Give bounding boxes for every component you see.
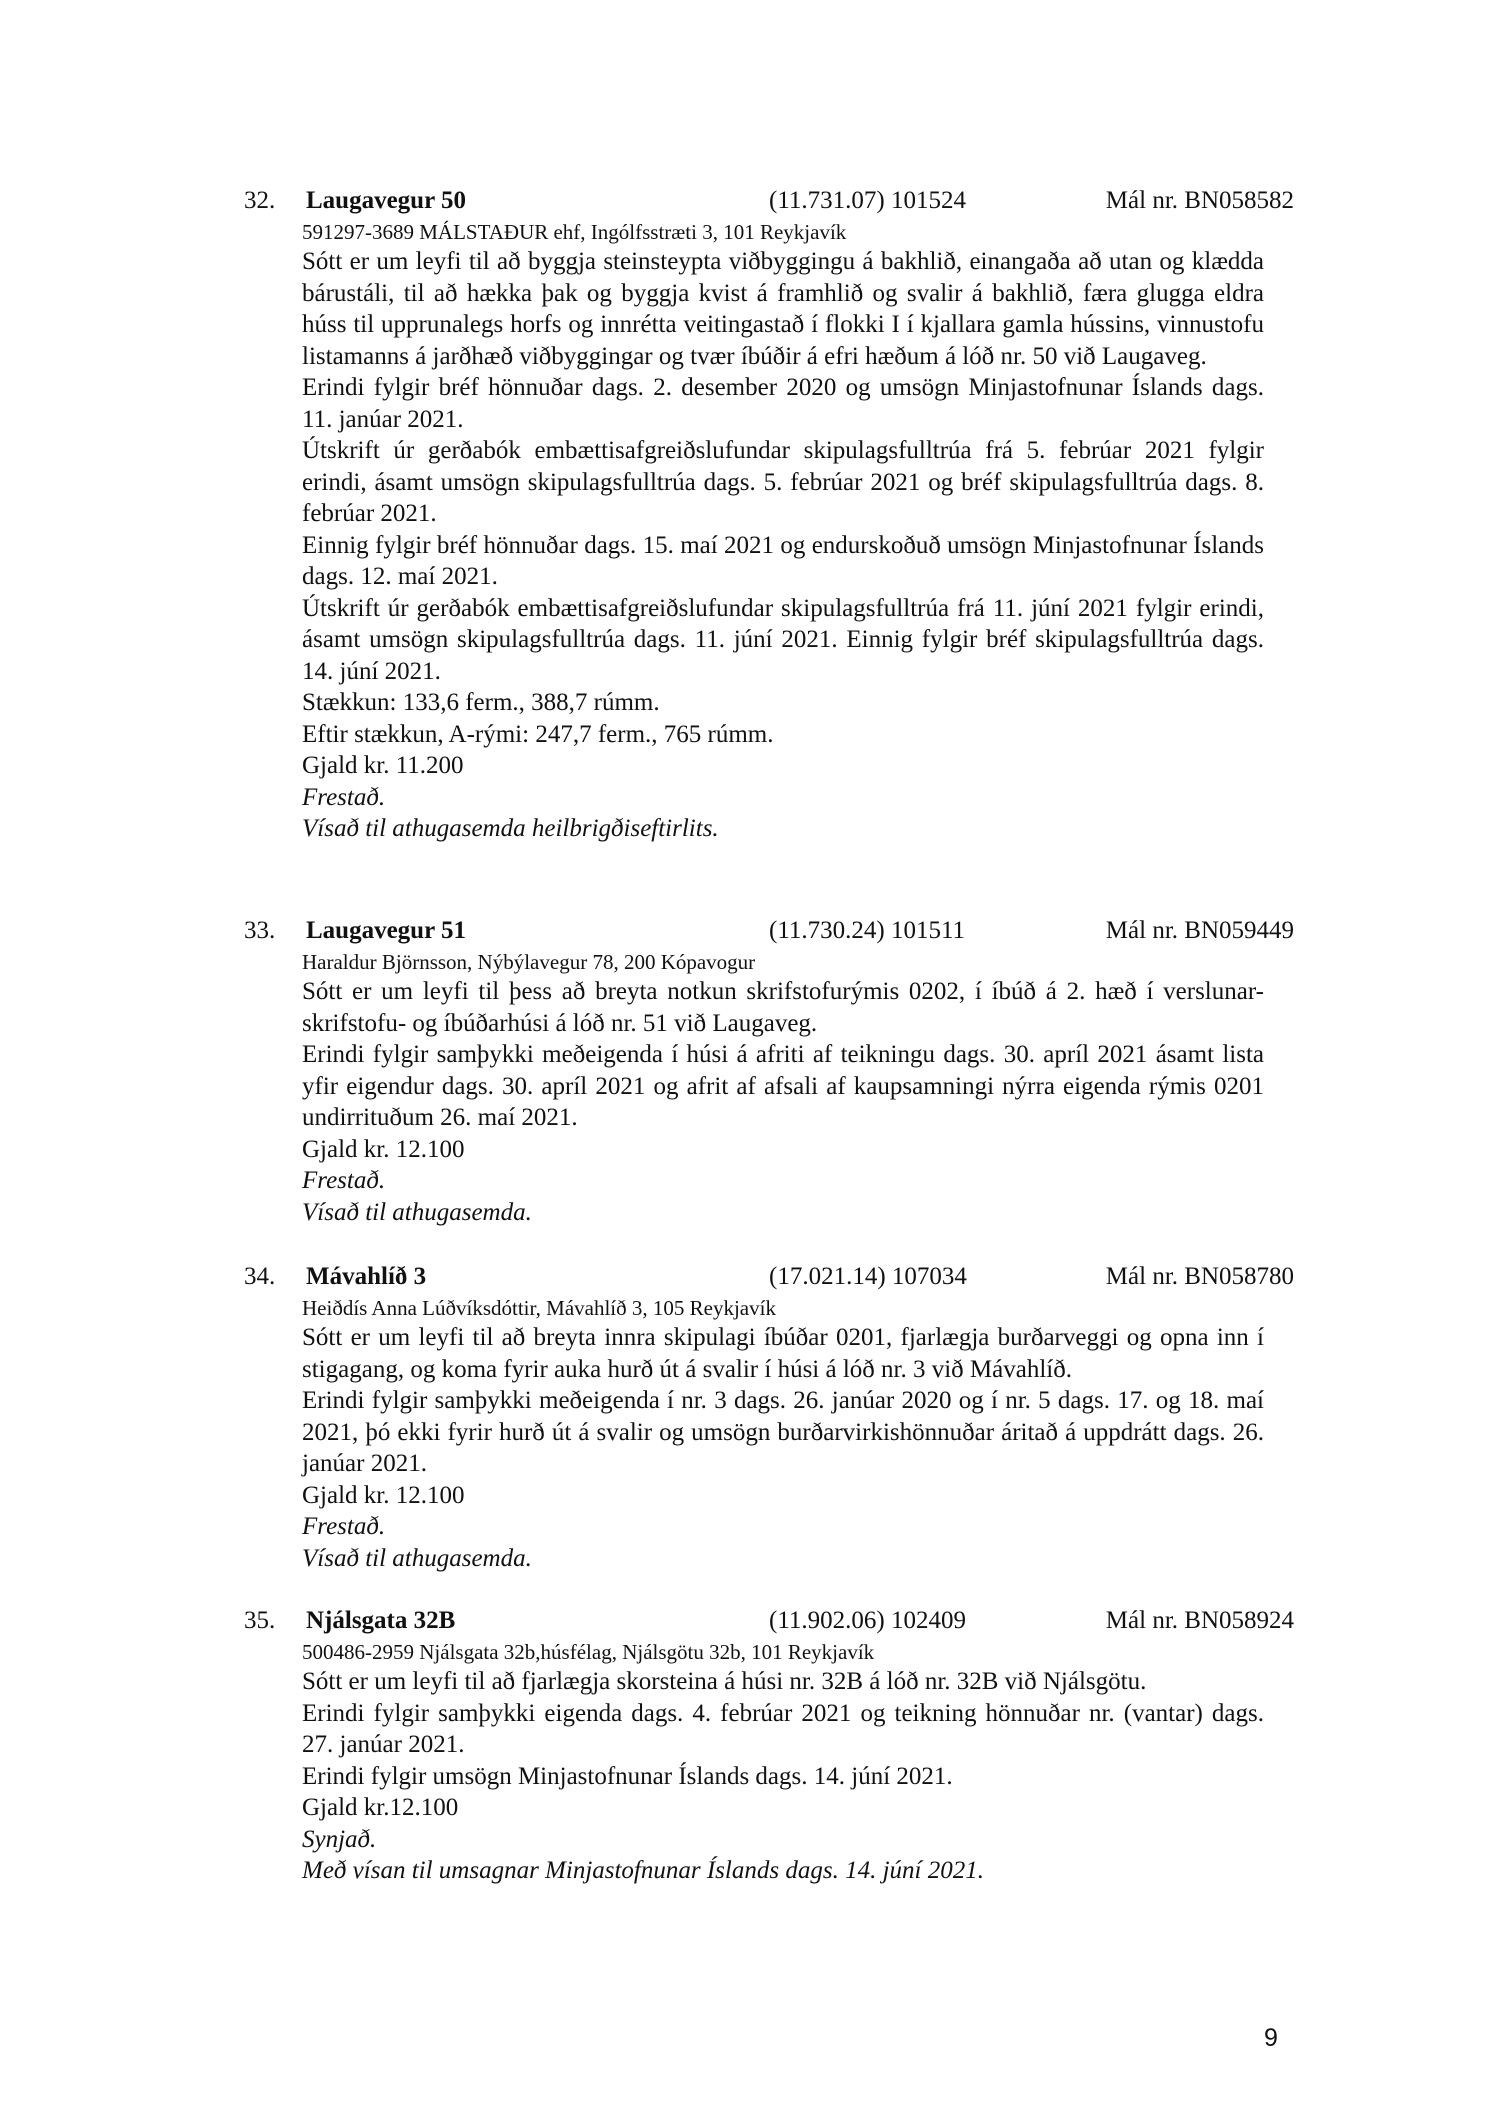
case-id: Mál nr. BN058780 bbox=[1105, 1263, 1294, 1290]
paragraph: Erindi fylgir samþykki meðeigenda í húsi á afriti af teikningu dags. 30. apríl 2021 ásamt lista yfir eigendur dags. 30. apríl 2021 og afrit af afsali af kaupsamningi nýrra eigenda rýmis 0201 undirrituðum 26. maí 2021. bbox=[302, 1041, 1264, 1131]
case-id: Mál nr. BN058582 bbox=[1105, 187, 1294, 214]
case-body bbox=[302, 218, 1264, 845]
decision-note: Vísað til athugasemda. bbox=[302, 1198, 532, 1226]
case-header bbox=[244, 1604, 1294, 1638]
case-reference: (11.902.06) 102409 bbox=[769, 1607, 966, 1634]
after-enlargement-line: Eftir stækkun, A-rými: 247,7 ferm., 765 rúmm. bbox=[302, 720, 774, 748]
case-number: 33. bbox=[244, 917, 276, 944]
case-address: Mávahlíð 3 bbox=[306, 1263, 427, 1290]
case-body bbox=[302, 1638, 1264, 1887]
case-reference: (11.731.07) 101524 bbox=[769, 187, 966, 214]
applicant: Heiðdís Anna Lúðvíksdóttir, Mávahlíð 3, 105 Reykjavík bbox=[302, 1296, 776, 1320]
case-address: Laugavegur 50 bbox=[306, 187, 466, 214]
page-number: 9 bbox=[1264, 2024, 1278, 2052]
applicant: Haraldur Björnsson, Nýbýlavegur 78, 200 Kópavogur bbox=[302, 950, 756, 974]
fee-line: Gjald kr.12.100 bbox=[302, 1794, 459, 1821]
paragraph: Sótt er um leyfi til að fjarlægja skorsteina á húsi nr. 32B á lóð nr. 32B við Njálsgötu. bbox=[302, 1668, 1147, 1695]
case-number: 34. bbox=[244, 1263, 276, 1290]
case-number: 35. bbox=[244, 1607, 276, 1634]
paragraph: Sótt er um leyfi til að byggja steinsteypta viðbyggingu á bakhlið, einangaða að utan og klædda bárustáli, til að hækka þak og byggja kvist á framhlið og svalir á bakhlið, færa glugga eldra húss til upprunalegs horfs og innrétta veitingastað í flokki I í kjallara gamla hússins, vinnustofu listamanns á jarðhæð viðbyggingar og tvær íbúðir á efri hæðum á lóð nr. 50 við Laugaveg. bbox=[302, 248, 1264, 370]
paragraph: Útskrift úr gerðabók embættisafgreiðslufundar skipulagsfulltrúa frá 5. febrúar 2021 fylgir erindi, ásamt umsögn skipulagsfulltrúa dags. 5. febrúar 2021 og bréf skipulagsfulltrúa dags. 8. febrúar 2021. bbox=[302, 437, 1264, 527]
decision: Frestað. bbox=[302, 1513, 386, 1540]
decision: Frestað. bbox=[302, 783, 386, 811]
case-body bbox=[302, 1294, 1264, 1574]
enlargement-line: Stækkun: 133,6 ferm., 388,7 rúmm. bbox=[302, 689, 660, 716]
decision-note: Vísað til athugasemda heilbrigðiseftirlits. bbox=[302, 815, 719, 842]
case-32 bbox=[244, 184, 1294, 845]
case-address: Njálsgata 32B bbox=[306, 1607, 456, 1634]
decision: Synjað. bbox=[302, 1825, 377, 1853]
decision: Frestað. bbox=[302, 1167, 386, 1194]
case-id: Mál nr. BN058924 bbox=[1105, 1607, 1294, 1634]
paragraph: Erindi fylgir bréf hönnuðar dags. 2. desember 2020 og umsögn Minjastofnunar Íslands dags. 11. janúar 2021. bbox=[302, 374, 1264, 433]
fee-line: Gjald kr. 11.200 bbox=[302, 752, 464, 779]
paragraph: Erindi fylgir samþykki eigenda dags. 4. febrúar 2021 og teikning hönnuðar nr. (vantar) dags. 27. janúar 2021. bbox=[302, 1699, 1264, 1758]
applicant: 500486-2959 Njálsgata 32b,húsfélag, Njálsgötu 32b, 101 Reykjavík bbox=[302, 1640, 875, 1664]
case-reference: (11.730.24) 101511 bbox=[769, 917, 966, 944]
case-id: Mál nr. BN059449 bbox=[1105, 917, 1294, 944]
case-body bbox=[302, 948, 1264, 1228]
paragraph: Sótt er um leyfi til að breyta innra skipulagi íbúðar 0201, fjarlægja burðarveggi og opna inn í stigagang, og koma fyrir auka hurð út á svalir í húsi á lóð nr. 3 við Mávahlíð. bbox=[302, 1324, 1264, 1383]
decision-note: Vísað til athugasemda. bbox=[302, 1544, 532, 1572]
case-reference: (17.021.14) 107034 bbox=[769, 1263, 967, 1290]
fee-line: Gjald kr. 12.100 bbox=[302, 1481, 465, 1509]
decision-note: Með vísan til umsagnar Minjastofnunar Íslands dags. 14. júní 2021. bbox=[302, 1857, 984, 1884]
case-35 bbox=[244, 1604, 1294, 1887]
case-number: 32. bbox=[244, 187, 276, 214]
applicant: 591297-3689 MÁLSTAÐUR ehf, Ingólfsstræti 3, 101 Reykjavík bbox=[302, 220, 847, 244]
paragraph: Sótt er um leyfi til þess að breyta notkun skrifstofurýmis 0202, í íbúð á 2. hæð í verslunar- skrifstofu- og íbúðarhúsi á lóð nr. 51 við Laugaveg. bbox=[302, 978, 1264, 1037]
case-address: Laugavegur 51 bbox=[306, 917, 466, 944]
paragraph: Erindi fylgir samþykki meðeigenda í nr. 3 dags. 26. janúar 2020 og í nr. 5 dags. 17. og 18. maí 2021, þó ekki fyrir hurð út á svalir og umsögn burðarvirkishönnuðar áritað á uppdrátt dags. 26. janúar 2021. bbox=[302, 1387, 1264, 1477]
paragraph: Útskrift úr gerðabók embættisafgreiðslufundar skipulagsfulltrúa frá 11. júní 2021 fylgir erindi, ásamt umsögn skipulagsfulltrúa dags. 11. júní 2021. Einnig fylgir bréf skipulagsfulltrúa dags. 14. júní 2021. bbox=[302, 594, 1264, 685]
fee-line: Gjald kr. 12.100 bbox=[302, 1135, 465, 1163]
case-header bbox=[244, 914, 1294, 948]
paragraph: Einnig fylgir bréf hönnuðar dags. 15. maí 2021 og endurskoðuð umsögn Minjastofnunar Íslands dags. 12. maí 2021. bbox=[302, 531, 1264, 590]
paragraph: Erindi fylgir umsögn Minjastofnunar Íslands dags. 14. júní 2021. bbox=[302, 1762, 953, 1790]
case-33 bbox=[244, 914, 1294, 1228]
case-header bbox=[244, 1260, 1294, 1294]
case-34 bbox=[244, 1260, 1294, 1574]
case-header bbox=[244, 184, 1294, 218]
